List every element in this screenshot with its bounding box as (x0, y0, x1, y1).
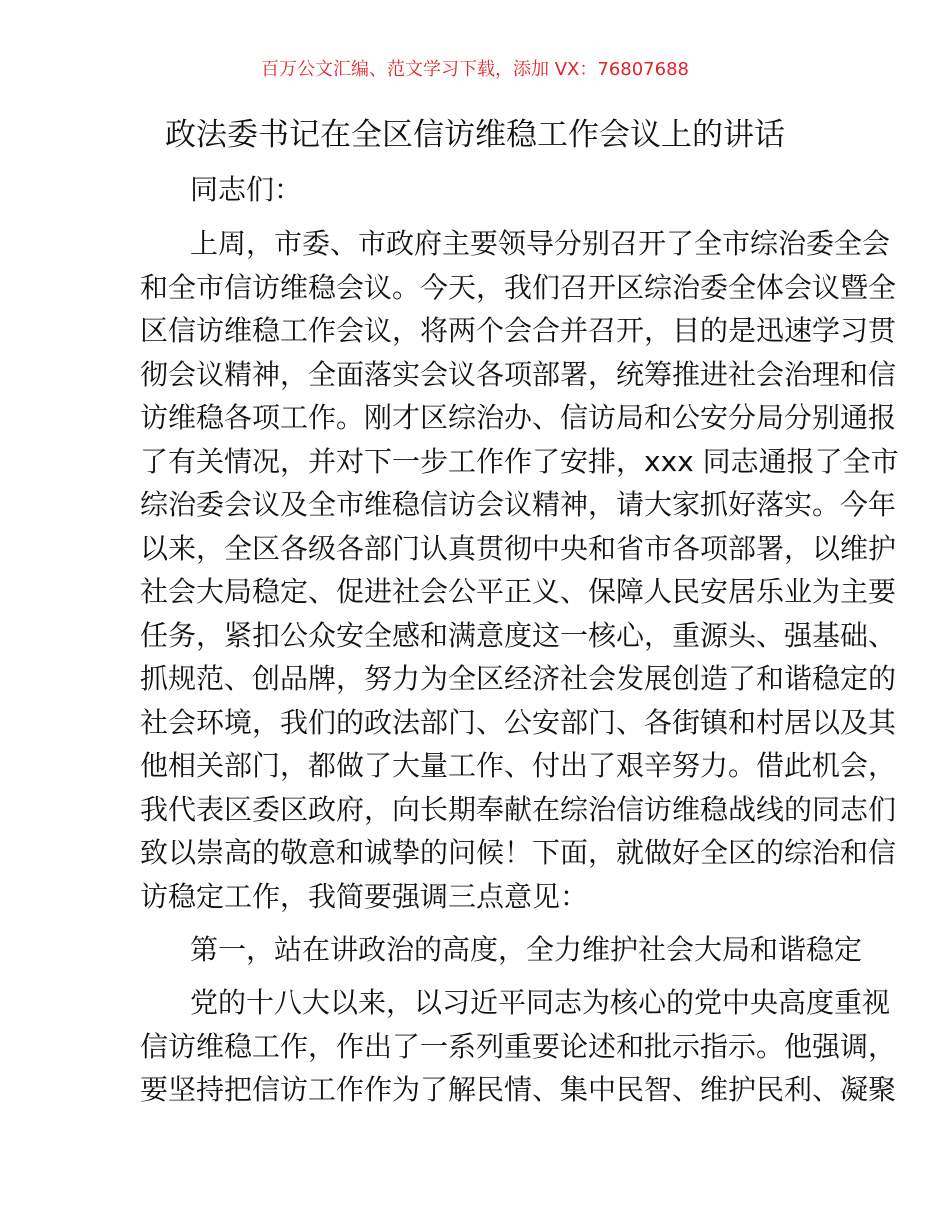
paragraph-line: 访稳定工作，我简要强调三点意见： (140, 879, 589, 913)
paragraph-line: 我代表区委区政府，向长期奉献在综治信访维稳战线的同志们 (140, 792, 897, 826)
paragraph-line: 要坚持把信访工作作为了解民情、集中民智、维护民利、凝聚 (140, 1073, 897, 1106)
paragraph-line: 和全市信访维稳会议。今天，我们召开区综治委全体会议暨全 (140, 270, 897, 304)
paragraph-2 (140, 981, 897, 1112)
section-1-heading: 第一，站在讲政治的高度，全力维护社会大局和谐稳定 (190, 933, 863, 966)
paragraph-line: 以来，全区各级各部门认真贯彻中央和省市各项部署，以维护 (140, 531, 897, 565)
paragraph-line: 区信访维稳工作会议，将两个会合并召开，目的是迅速学习贯 (140, 314, 897, 347)
document-title: 政法委书记在全区信访维稳工作会议上的讲话 (165, 117, 785, 153)
paragraph-line: 信访维稳工作，作出了一系列重要论述和批示指示。他强调， (140, 1029, 897, 1063)
paragraph-1 (140, 222, 899, 918)
paragraph-line: 了有关情况，并对下一步工作作了安排，xxx 同志通报了全市 (140, 444, 899, 478)
watermark-header: 百万公文汇编、范文学习下载，添加 VX：76807688 (261, 59, 689, 80)
paragraph-line: 访维稳各项工作。刚才区综治办、信访局和公安分局分别通报 (140, 401, 897, 434)
paragraph-line: 彻会议精神，全面落实会议各项部署，统筹推进社会治理和信 (140, 357, 897, 391)
paragraph-line: 致以崇高的敬意和诚挚的问候！下面，就做好全区的综治和信 (140, 836, 897, 869)
salutation-text: 同志们： (190, 173, 303, 206)
paragraph-line: 党的十八大以来，以习近平同志为核心的党中央高度重视 (190, 986, 891, 1019)
salutation (140, 168, 812, 212)
paragraph-line: 他相关部门，都做了大量工作、付出了艰辛努力。借此机会， (140, 749, 897, 782)
paragraph-line: 抓规范、创品牌，努力为全区经济社会发展创造了和谐稳定的 (140, 662, 897, 695)
paragraph-line: 社会大局稳定、促进社会公平正义、保障人民安居乐业为主要 (140, 575, 897, 608)
paragraph-line: 综治委会议及全市维稳信访会议精神，请大家抓好落实。今年 (140, 488, 897, 521)
paragraph-line: 任务，紧扣公众安全感和满意度这一核心，重源头、强基础、 (140, 618, 897, 652)
section-heading (140, 928, 863, 972)
paragraph-line: 上周，市委、市政府主要领导分别召开了全市综治委全会 (190, 227, 891, 260)
paragraph-line: 社会环境，我们的政法部门、公安部门、各街镇和村居以及其 (140, 705, 897, 739)
